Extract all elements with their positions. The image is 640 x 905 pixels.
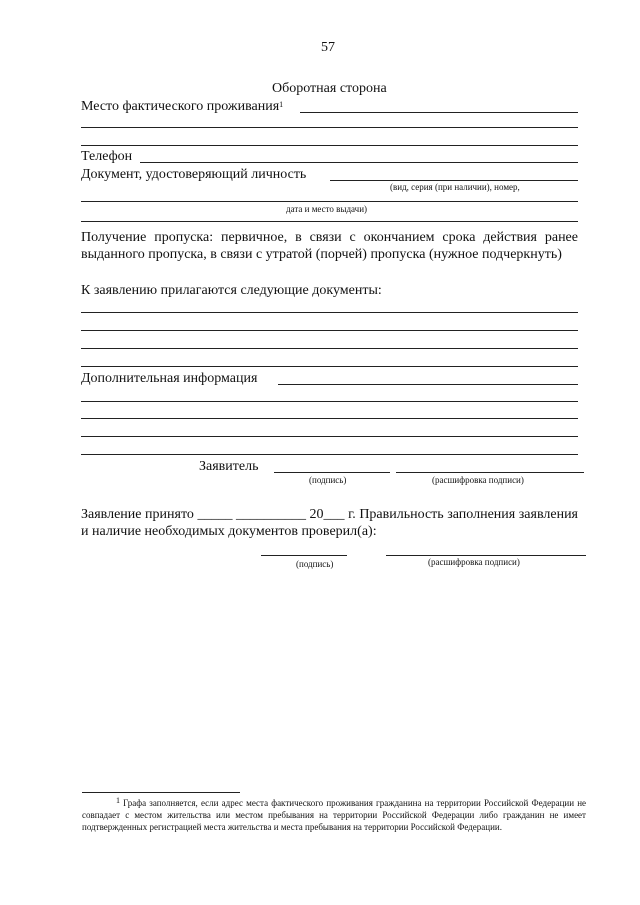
verifier-decoding-field[interactable]: [386, 555, 586, 556]
attached-docs-line-4[interactable]: [81, 366, 578, 367]
footnote-text: Графа заполняется, если адрес места фактического проживания гражданина на территории Российской Федерации не совпадает с местом жительства или местом пребывания на территории Российской Федерации либо гражданин не имеет подтвержденных регистрацией места жительства и места пребывания на территории Российской Федерации.: [82, 798, 586, 832]
identity-doc-hint-2: дата и место выдачи): [286, 204, 368, 214]
applicant-decoding-hint: (расшифровка подписи): [432, 475, 524, 485]
additional-info-line-4[interactable]: [81, 436, 578, 437]
page-number: 57: [321, 40, 335, 55]
identity-doc-field-line-3[interactable]: [81, 221, 578, 222]
verifier-signature-field[interactable]: [261, 555, 347, 556]
phone-label: Телефон: [81, 149, 133, 164]
footnote-separator: [82, 792, 240, 793]
applicant-decoding-field[interactable]: [396, 472, 584, 473]
phone-field[interactable]: [140, 162, 578, 163]
footnote-mark: 1: [279, 100, 284, 109]
additional-info-field[interactable]: [278, 384, 578, 385]
residence-field-line-3[interactable]: [81, 145, 578, 146]
attached-docs-line-1[interactable]: [81, 312, 578, 313]
footnote-number: 1: [116, 796, 120, 805]
additional-info-line-5[interactable]: [81, 454, 578, 455]
additional-info-label: Дополнительная информация: [81, 371, 258, 386]
attached-docs-line-2[interactable]: [81, 330, 578, 331]
applicant-signature-hint: (подпись): [309, 475, 347, 485]
identity-doc-field[interactable]: [330, 180, 578, 181]
additional-info-line-3[interactable]: [81, 418, 578, 419]
footnote: [82, 797, 586, 833]
attached-docs-line-3[interactable]: [81, 348, 578, 349]
residence-field[interactable]: [300, 112, 578, 113]
residence-label: Место фактического проживания$^1$: [81, 99, 284, 114]
identity-doc-field-line-2[interactable]: [81, 201, 578, 202]
identity-doc-label: Документ, удостоверяющий личность: [81, 167, 307, 182]
page-heading: Оборотная сторона: [272, 81, 387, 96]
attached-docs-label: К заявлению прилагаются следующие документы:: [81, 283, 382, 298]
applicant-label: Заявитель: [199, 459, 259, 474]
verifier-signature-hint: (подпись): [296, 559, 334, 569]
verifier-decoding-hint: (расшифровка подписи): [428, 557, 520, 567]
identity-doc-hint-1: (вид, серия (при наличии), номер,: [390, 182, 520, 192]
acceptance-text: Заявление принято _____ __________ 20___ г. Правильность заполнения заявления и наличие необходимых документов проверил(а):: [81, 507, 578, 539]
applicant-signature-field[interactable]: [274, 472, 390, 473]
pass-receipt-text: Получение пропуска: первичное, в связи с окончанием срока действия ранее выданного пропуска, в связи с утратой (порчей) пропуска (нужное подчеркнуть): [81, 230, 578, 262]
additional-info-line-2[interactable]: [81, 401, 578, 402]
residence-field-line-2[interactable]: [81, 127, 578, 128]
